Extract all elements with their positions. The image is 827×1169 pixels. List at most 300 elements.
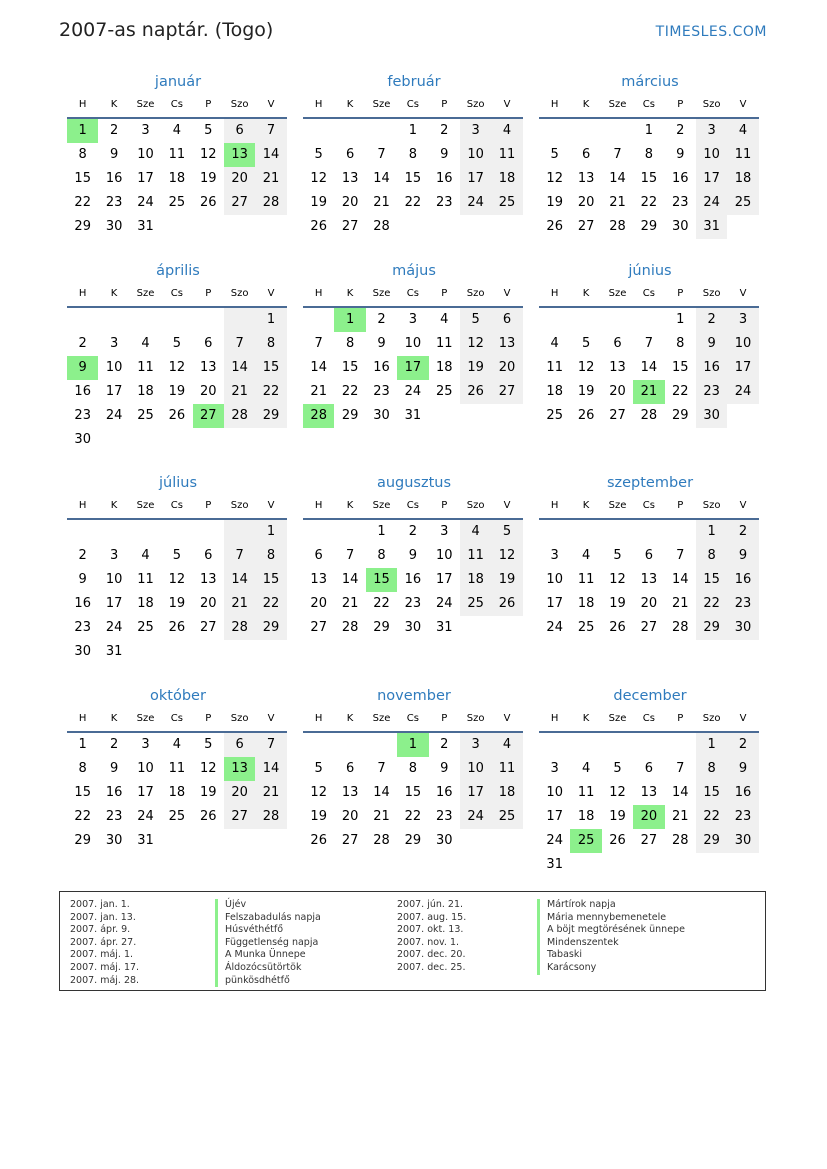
- weekend-day-cell: 21: [224, 592, 255, 616]
- day-cell: 13: [199, 572, 217, 587]
- weekday-header: Szo: [460, 707, 491, 733]
- empty-cell: [602, 308, 633, 332]
- day-cell: 21: [310, 384, 327, 399]
- day-cell: 12: [546, 171, 563, 186]
- weekend-day-cell: 21: [224, 380, 255, 404]
- weekday-header: K: [570, 93, 601, 119]
- day-cell: 14: [671, 785, 689, 800]
- empty-cell: [130, 640, 161, 664]
- weekend-day-cell: 17: [727, 356, 758, 380]
- weekday-header: P: [429, 707, 460, 733]
- day-cell: 26: [199, 195, 217, 210]
- day-cell: 20: [609, 384, 626, 399]
- weekend-day-cell: 25: [491, 805, 522, 829]
- weekend-day-cell: 19: [491, 568, 522, 592]
- weekend-day-cell: 25: [727, 191, 758, 215]
- day-cell: 7: [644, 336, 653, 351]
- day-cell: 19: [168, 384, 186, 399]
- day-cell: 13: [577, 171, 595, 186]
- holiday-date: 2007. ápr. 27.: [70, 936, 137, 948]
- empty-cell: [193, 308, 224, 332]
- weekend-day-cell: 29: [255, 616, 286, 640]
- holiday-day-cell: 20: [633, 805, 664, 829]
- month-grid: [303, 707, 524, 853]
- month-grid: [303, 282, 524, 428]
- weekday-header: V: [491, 93, 522, 119]
- empty-cell: [303, 308, 334, 332]
- month-name: április: [156, 263, 200, 279]
- day-cell: 7: [676, 548, 685, 563]
- empty-cell: [727, 853, 758, 877]
- weekday-header: Szo: [460, 282, 491, 308]
- weekend-day-cell: 14: [255, 757, 286, 781]
- day-cell: 12: [168, 572, 186, 587]
- day-cell: 19: [577, 384, 595, 399]
- day-cell: 21: [609, 195, 626, 210]
- empty-cell: [161, 215, 192, 239]
- day-cell: 14: [341, 572, 359, 587]
- weekday-header: Sze: [602, 707, 633, 733]
- empty-cell: [602, 853, 633, 877]
- day-cell: 30: [435, 833, 453, 848]
- weekday-header: Cs: [161, 707, 192, 733]
- weekend-day-cell: 17: [460, 167, 491, 191]
- month-name: május: [392, 263, 436, 279]
- day-cell: 27: [577, 219, 595, 234]
- weekday-header: Sze: [130, 282, 161, 308]
- day-cell: 18: [546, 384, 563, 399]
- empty-cell: [460, 616, 491, 640]
- day-cell: 25: [168, 195, 186, 210]
- day-cell: 27: [199, 620, 217, 635]
- holiday-day-cell: 1: [397, 733, 428, 757]
- weekend-day-cell: 28: [255, 191, 286, 215]
- day-cell: 24: [137, 195, 154, 210]
- weekend-day-cell: 4: [491, 119, 522, 143]
- weekend-day-cell: 1: [255, 308, 286, 332]
- day-cell: 9: [676, 147, 685, 162]
- weekend-day-cell: 30: [696, 404, 727, 428]
- day-cell: 15: [74, 785, 91, 800]
- day-cell: 27: [341, 833, 359, 848]
- day-cell: 3: [109, 548, 119, 563]
- weekday-header: V: [727, 494, 758, 520]
- day-cell: 21: [373, 195, 390, 210]
- day-cell: 13: [310, 572, 327, 587]
- day-cell: 9: [78, 572, 87, 587]
- empty-cell: [570, 520, 601, 544]
- day-cell: 10: [105, 360, 123, 375]
- weekday-header: H: [303, 93, 334, 119]
- day-cell: 5: [581, 336, 591, 351]
- weekday-header: P: [429, 494, 460, 520]
- weekend-day-cell: 11: [460, 544, 491, 568]
- holiday-day-cell: 13: [224, 757, 255, 781]
- day-cell: 19: [199, 785, 217, 800]
- empty-cell: [303, 520, 334, 544]
- empty-cell: [570, 853, 601, 877]
- day-cell: 13: [609, 360, 626, 375]
- weekend-day-cell: 2: [696, 308, 727, 332]
- day-cell: 15: [341, 360, 359, 375]
- day-cell: 28: [373, 833, 390, 848]
- day-cell: 5: [204, 123, 213, 138]
- empty-cell: [193, 640, 224, 664]
- day-cell: 14: [609, 171, 626, 186]
- day-cell: 18: [577, 596, 595, 611]
- weekend-day-cell: 8: [255, 332, 286, 356]
- day-cell: 20: [341, 809, 359, 824]
- empty-cell: [665, 733, 696, 757]
- day-cell: 21: [373, 809, 390, 824]
- weekend-day-cell: 24: [727, 380, 758, 404]
- day-cell: 15: [640, 171, 658, 186]
- month-name: március: [621, 74, 679, 90]
- day-cell: 1: [78, 737, 87, 752]
- day-cell: 12: [310, 171, 327, 186]
- weekend-day-cell: 14: [255, 143, 286, 167]
- empty-cell: [665, 853, 696, 877]
- day-cell: 31: [404, 408, 422, 423]
- weekend-day-cell: 20: [224, 781, 255, 805]
- day-cell: 31: [435, 620, 453, 635]
- weekday-header: K: [570, 494, 601, 520]
- weekend-day-cell: 23: [727, 805, 758, 829]
- day-cell: 13: [199, 360, 217, 375]
- weekend-day-cell: 25: [491, 191, 522, 215]
- day-cell: 29: [373, 620, 390, 635]
- holiday-date: 2007. jan. 1.: [70, 899, 130, 910]
- weekday-header: Szo: [696, 494, 727, 520]
- weekday-header: V: [255, 93, 286, 119]
- day-cell: 17: [137, 785, 154, 800]
- empty-cell: [491, 215, 522, 239]
- weekday-header: Sze: [366, 707, 397, 733]
- holiday-day-cell: 27: [193, 404, 224, 428]
- empty-cell: [539, 308, 570, 332]
- day-cell: 3: [550, 548, 559, 563]
- holiday-name: Mária mennybemenetele: [547, 911, 667, 923]
- day-cell: 5: [172, 336, 181, 351]
- day-cell: 22: [640, 195, 658, 210]
- month-name: június: [628, 263, 672, 279]
- day-cell: 3: [141, 737, 150, 752]
- day-cell: 21: [671, 596, 689, 611]
- day-cell: 10: [404, 336, 422, 351]
- weekday-header: Szo: [696, 282, 727, 308]
- weekend-day-cell: 23: [727, 592, 758, 616]
- holiday-dates-left: [70, 899, 210, 987]
- day-cell: 18: [137, 596, 154, 611]
- day-cell: 18: [577, 809, 595, 824]
- day-cell: 23: [74, 620, 91, 635]
- day-cell: 25: [546, 408, 563, 423]
- weekend-day-cell: 15: [696, 781, 727, 805]
- weekday-header: H: [67, 494, 98, 520]
- empty-cell: [67, 520, 98, 544]
- day-cell: 16: [74, 384, 91, 399]
- weekend-day-cell: 7: [255, 733, 286, 757]
- day-cell: 13: [341, 171, 359, 186]
- weekend-day-cell: 2: [727, 733, 758, 757]
- day-cell: 3: [440, 524, 449, 539]
- day-cell: 25: [137, 620, 154, 635]
- day-cell: 14: [671, 572, 689, 587]
- day-cell: 10: [546, 785, 563, 800]
- day-cell: 26: [168, 408, 186, 423]
- holiday-legend: [59, 891, 766, 991]
- weekend-day-cell: 3: [460, 733, 491, 757]
- day-cell: 12: [168, 360, 186, 375]
- day-cell: 25: [168, 809, 186, 824]
- weekend-day-cell: 20: [491, 356, 522, 380]
- month-name: február: [387, 74, 441, 90]
- day-cell: 31: [546, 857, 563, 872]
- weekday-header: H: [67, 707, 98, 733]
- brand-link[interactable]: TIMESLES.COM: [655, 24, 767, 40]
- weekday-header: K: [98, 494, 129, 520]
- weekend-day-cell: 24: [696, 191, 727, 215]
- weekend-day-cell: 26: [460, 380, 491, 404]
- holiday-date: 2007. máj. 28.: [70, 974, 140, 986]
- empty-cell: [161, 428, 192, 452]
- day-cell: 4: [172, 123, 181, 138]
- day-cell: 2: [440, 123, 449, 138]
- weekday-header: P: [665, 282, 696, 308]
- weekend-day-cell: 23: [696, 380, 727, 404]
- holiday-date: 2007. ápr. 9.: [70, 924, 131, 936]
- day-cell: 12: [199, 761, 217, 776]
- weekend-day-cell: 6: [491, 308, 522, 332]
- weekday-header: H: [539, 494, 570, 520]
- day-cell: 26: [168, 620, 186, 635]
- holiday-name: Húsvéthétfő: [225, 924, 284, 936]
- day-cell: 20: [310, 596, 327, 611]
- empty-cell: [161, 829, 192, 853]
- weekend-day-cell: 5: [460, 308, 491, 332]
- weekday-header: V: [491, 494, 522, 520]
- weekday-header: Sze: [130, 707, 161, 733]
- weekend-day-cell: 18: [460, 568, 491, 592]
- day-cell: 16: [435, 785, 453, 800]
- day-cell: 28: [671, 833, 689, 848]
- day-cell: 5: [314, 761, 323, 776]
- empty-cell: [633, 853, 664, 877]
- day-cell: 18: [168, 171, 186, 186]
- weekday-header: H: [303, 494, 334, 520]
- weekend-day-cell: 27: [224, 191, 255, 215]
- weekday-header: Szo: [696, 707, 727, 733]
- month-grid: [303, 494, 524, 640]
- weekend-day-cell: 8: [255, 544, 286, 568]
- empty-cell: [539, 733, 570, 757]
- holiday-day-cell: 9: [67, 356, 98, 380]
- day-cell: 31: [105, 644, 123, 659]
- weekday-header: Szo: [224, 494, 255, 520]
- weekend-day-cell: 18: [727, 167, 758, 191]
- day-cell: 9: [377, 336, 386, 351]
- weekday-header: P: [193, 93, 224, 119]
- day-cell: 5: [172, 548, 181, 563]
- weekend-day-cell: 2: [727, 520, 758, 544]
- day-cell: 6: [613, 336, 622, 351]
- day-cell: 29: [74, 833, 91, 848]
- weekend-day-cell: 4: [491, 733, 522, 757]
- holiday-day-cell: 1: [334, 308, 365, 332]
- empty-cell: [397, 215, 428, 239]
- month-name: július: [158, 475, 198, 491]
- weekend-day-cell: 10: [696, 143, 727, 167]
- day-cell: 2: [676, 123, 685, 138]
- day-cell: 18: [168, 785, 186, 800]
- weekend-day-cell: 9: [727, 544, 758, 568]
- weekday-header: V: [255, 494, 286, 520]
- month-12: [540, 685, 760, 877]
- day-cell: 10: [137, 761, 154, 776]
- empty-cell: [224, 520, 255, 544]
- weekend-day-cell: 10: [727, 332, 758, 356]
- weekend-day-cell: 19: [460, 356, 491, 380]
- month-name: augusztus: [376, 475, 452, 491]
- weekend-day-cell: 3: [696, 119, 727, 143]
- day-cell: 8: [345, 336, 355, 351]
- weekend-day-cell: 9: [727, 757, 758, 781]
- month-grid: [539, 494, 760, 640]
- day-cell: 2: [408, 524, 417, 539]
- empty-cell: [334, 733, 365, 757]
- weekday-header: K: [570, 282, 601, 308]
- weekend-day-cell: 27: [491, 380, 522, 404]
- weekday-header: H: [67, 93, 98, 119]
- weekend-day-cell: 17: [460, 781, 491, 805]
- day-cell: 27: [640, 620, 658, 635]
- empty-cell: [633, 308, 664, 332]
- holiday-name: Mártírok napja: [547, 899, 616, 910]
- weekday-header: Sze: [366, 494, 397, 520]
- empty-cell: [491, 404, 522, 428]
- holiday-name: Függetlenség napja: [225, 936, 319, 948]
- empty-cell: [130, 428, 161, 452]
- month-6: [540, 260, 760, 428]
- weekday-header: Cs: [633, 282, 664, 308]
- day-cell: 4: [550, 336, 559, 351]
- empty-cell: [633, 520, 664, 544]
- day-cell: 8: [78, 761, 87, 776]
- day-cell: 12: [310, 785, 327, 800]
- weekday-header: K: [334, 93, 365, 119]
- weekday-header: Szo: [696, 93, 727, 119]
- day-cell: 2: [109, 123, 119, 138]
- weekend-day-cell: 10: [460, 143, 491, 167]
- holiday-date: 2007. jún. 21.: [397, 899, 464, 910]
- day-cell: 6: [345, 761, 355, 776]
- month-grid: [67, 282, 288, 452]
- empty-cell: [539, 119, 570, 143]
- day-cell: 13: [640, 785, 658, 800]
- month-name: november: [377, 688, 451, 704]
- day-cell: 9: [440, 761, 449, 776]
- weekday-header: P: [193, 282, 224, 308]
- day-cell: 14: [640, 360, 658, 375]
- day-cell: 22: [74, 195, 91, 210]
- day-cell: 11: [546, 360, 563, 375]
- day-cell: 17: [105, 384, 123, 399]
- day-cell: 8: [644, 147, 653, 162]
- weekend-day-cell: 21: [255, 167, 286, 191]
- empty-cell: [366, 733, 397, 757]
- holiday-day-cell: 28: [303, 404, 334, 428]
- day-cell: 26: [310, 219, 327, 234]
- day-cell: 7: [377, 147, 386, 162]
- weekday-header: Cs: [397, 282, 428, 308]
- month-grid: [67, 707, 288, 853]
- weekend-day-cell: 12: [460, 332, 491, 356]
- day-cell: 14: [373, 785, 390, 800]
- day-cell: 10: [137, 147, 154, 162]
- day-cell: 5: [613, 548, 622, 563]
- weekend-day-cell: 5: [491, 520, 522, 544]
- day-cell: 19: [546, 195, 563, 210]
- empty-cell: [224, 428, 255, 452]
- day-cell: 1: [676, 312, 685, 327]
- weekend-day-cell: 16: [696, 356, 727, 380]
- month-9: [540, 472, 760, 640]
- empty-cell: [460, 829, 491, 853]
- weekend-day-cell: 30: [727, 829, 758, 853]
- weekend-day-cell: 9: [696, 332, 727, 356]
- day-cell: 22: [404, 195, 422, 210]
- weekend-day-cell: 7: [255, 119, 286, 143]
- day-cell: 16: [373, 360, 390, 375]
- empty-cell: [570, 308, 601, 332]
- day-cell: 16: [435, 171, 453, 186]
- day-cell: 19: [310, 809, 327, 824]
- weekend-day-cell: 22: [255, 592, 286, 616]
- holiday-day-cell: 13: [224, 143, 255, 167]
- day-cell: 26: [609, 620, 626, 635]
- holiday-name: Áldozócsütörtök: [225, 961, 302, 973]
- weekday-header: V: [727, 93, 758, 119]
- weekday-header: Sze: [602, 93, 633, 119]
- weekend-day-cell: 1: [255, 520, 286, 544]
- day-cell: 26: [577, 408, 595, 423]
- day-cell: 18: [435, 360, 453, 375]
- day-cell: 1: [377, 524, 386, 539]
- day-cell: 9: [440, 147, 449, 162]
- day-cell: 4: [141, 548, 150, 563]
- weekend-day-cell: 29: [255, 404, 286, 428]
- day-cell: 22: [373, 596, 390, 611]
- day-cell: 23: [435, 809, 453, 824]
- day-cell: 22: [671, 384, 689, 399]
- day-cell: 4: [581, 761, 591, 776]
- holiday-date: 2007. jan. 13.: [70, 911, 136, 923]
- empty-cell: [193, 428, 224, 452]
- weekday-header: Sze: [366, 93, 397, 119]
- weekday-header: Szo: [460, 93, 491, 119]
- weekday-header: H: [539, 707, 570, 733]
- day-cell: 5: [613, 761, 622, 776]
- empty-cell: [130, 520, 161, 544]
- weekday-header: Cs: [633, 93, 664, 119]
- weekend-day-cell: 21: [255, 781, 286, 805]
- weekday-header: Cs: [397, 494, 428, 520]
- weekend-day-cell: 8: [696, 544, 727, 568]
- weekday-header: K: [98, 93, 129, 119]
- weekday-header: Szo: [224, 93, 255, 119]
- holiday-name: pünkösdhétfő: [225, 974, 290, 986]
- day-cell: 24: [137, 809, 154, 824]
